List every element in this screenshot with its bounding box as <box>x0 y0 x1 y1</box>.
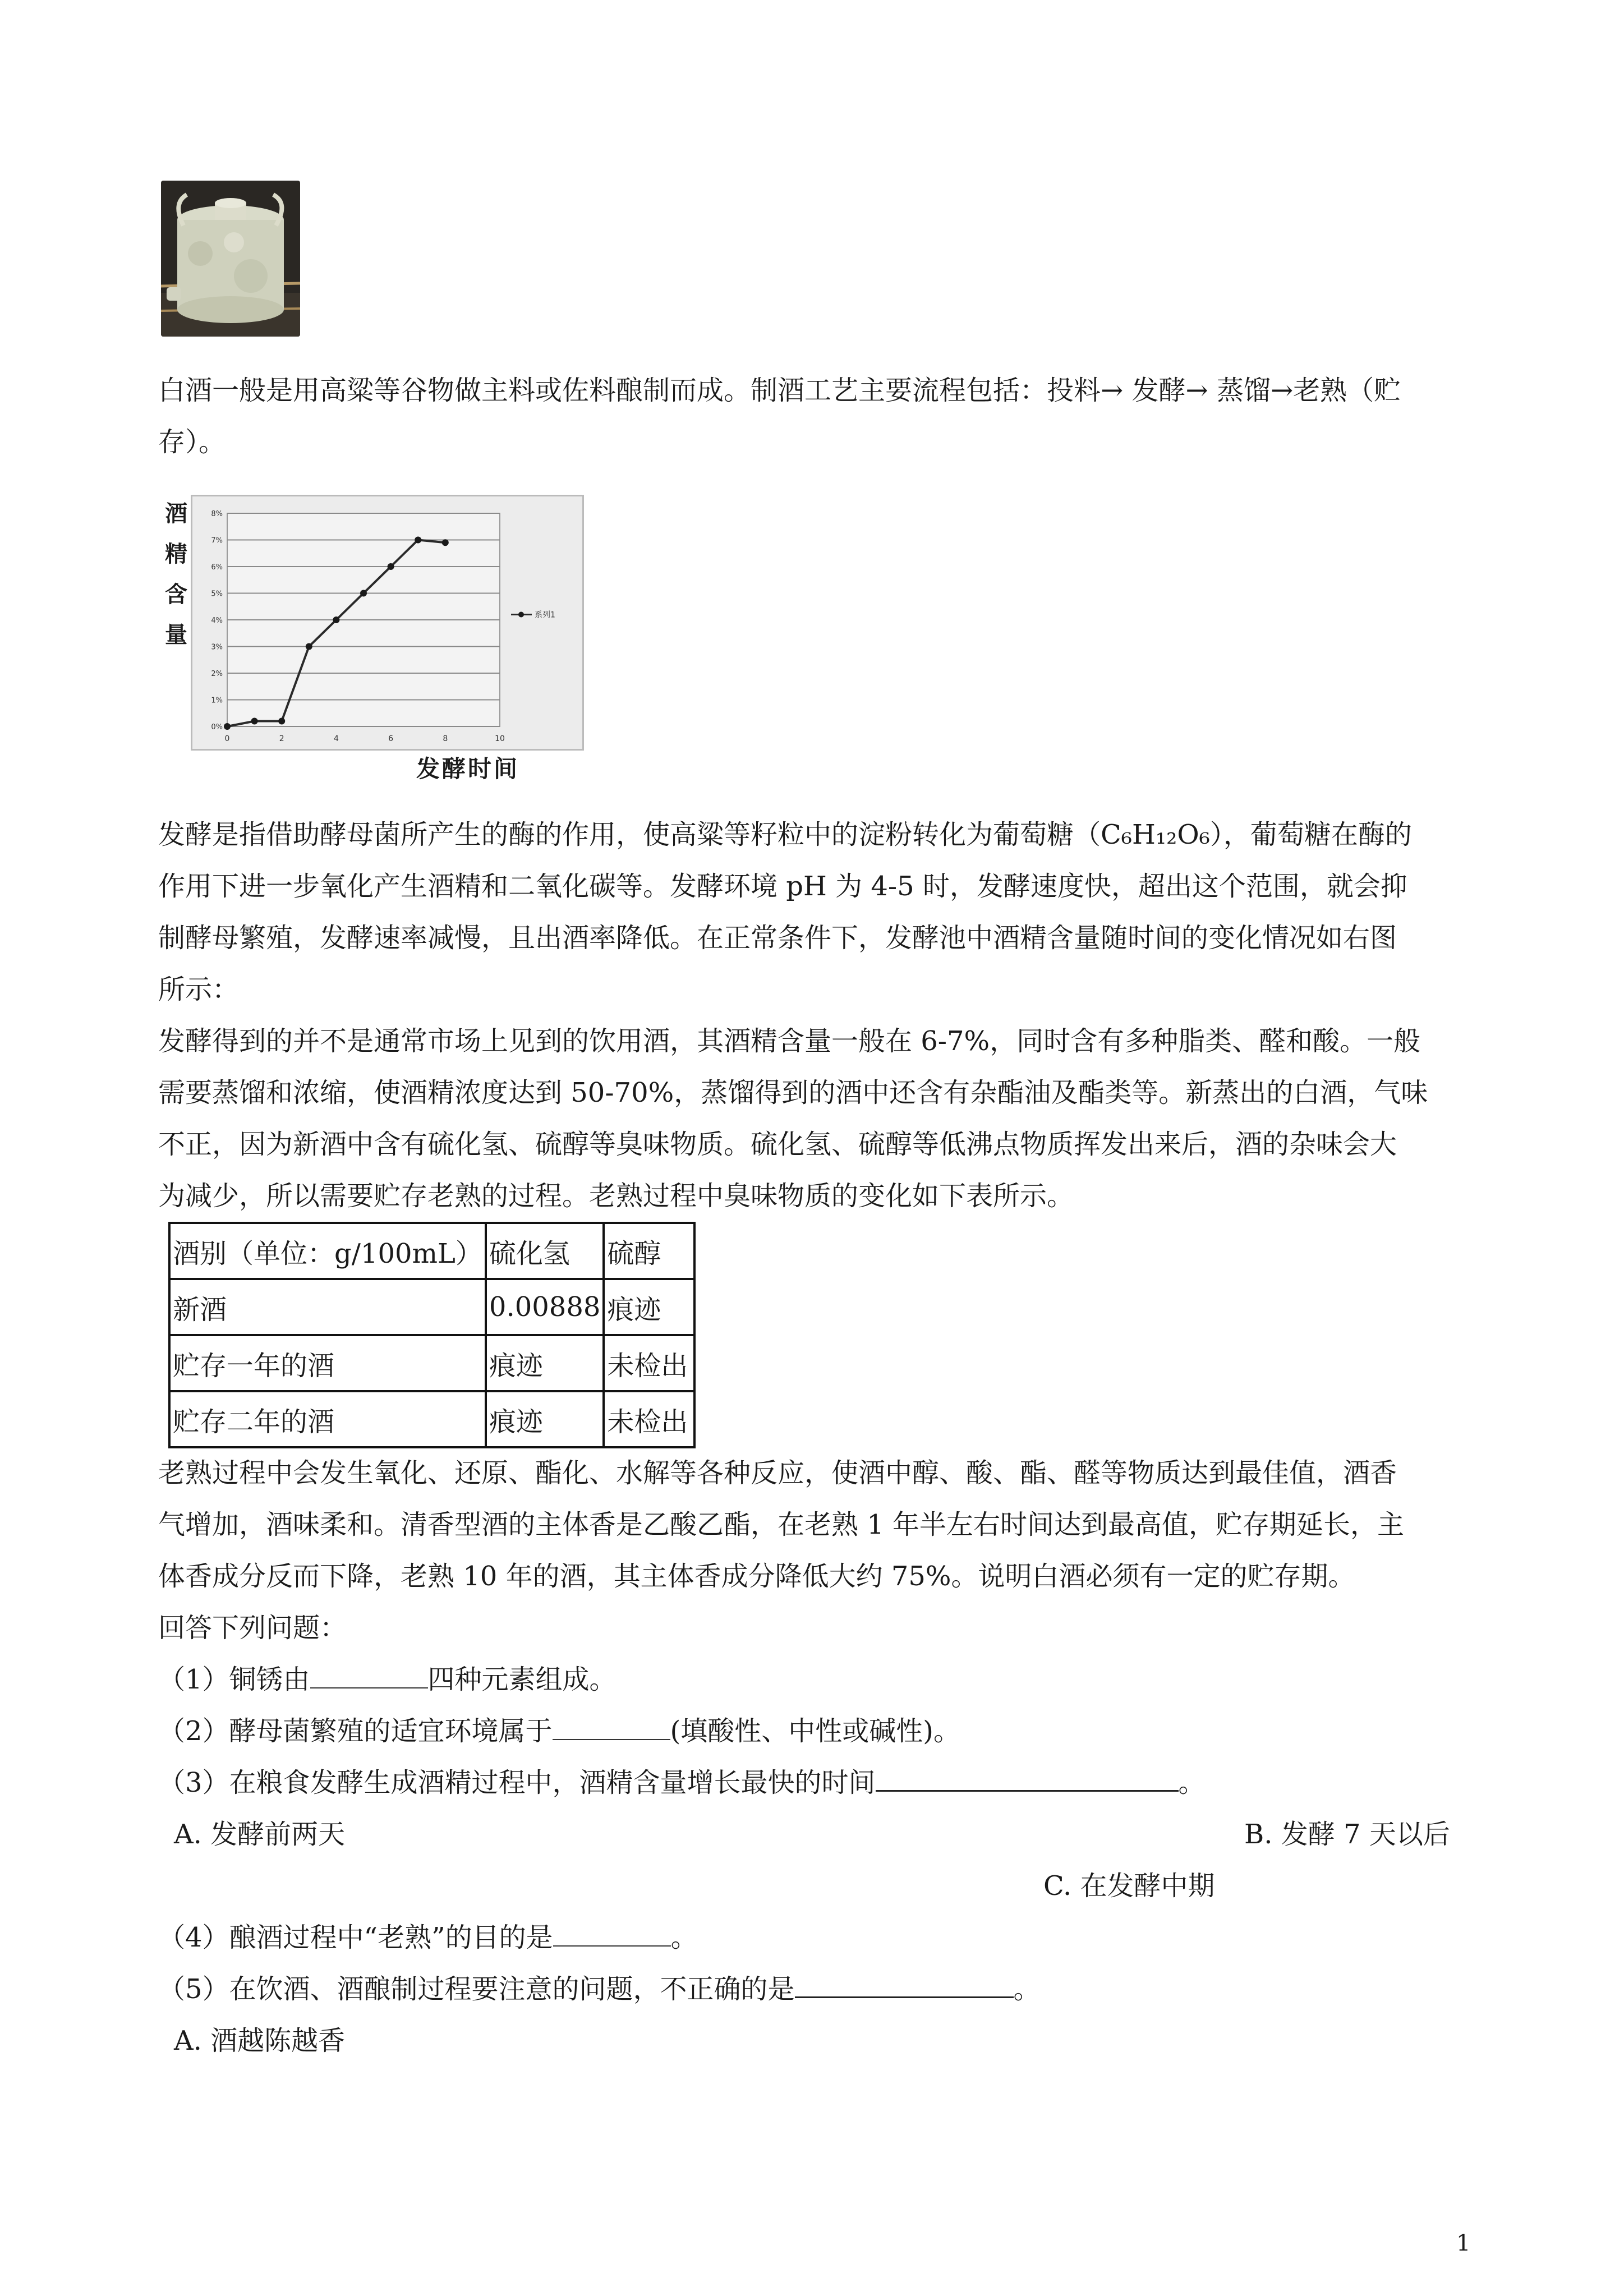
x-tick-label: 4 <box>333 734 339 743</box>
paragraph-line: 作用下进一步氧化产生酒精和二氧化碳等。发酵环境 pH 为 4-5 时，发酵速度快，超出这个范围，就会抑 <box>158 871 1407 902</box>
paragraph-line: 老熟过程中会发生氧化、还原、酯化、水解等各种反应，使酒中醇、酸、酯、醛等物质达到最佳值，酒香 <box>158 1457 1397 1489</box>
table-cell: 痕迹 <box>486 1335 604 1391</box>
data-point <box>306 643 312 650</box>
y-tick-label: 3% <box>211 643 223 652</box>
answer-blank-1[interactable] <box>310 1665 428 1688</box>
y-tick-label: 0% <box>211 723 223 731</box>
q3-option-a[interactable]: A. 发酵前两天 <box>174 1819 346 1850</box>
question-1: （1）铜锈由 四种元素组成。 <box>158 1664 617 1695</box>
question-4: （4）酿酒过程中“老熟”的目的是 。 <box>158 1922 698 1953</box>
table-row <box>169 1335 694 1391</box>
table-header-cell: 硫化氢 <box>486 1223 604 1279</box>
y-tick-label: 6% <box>211 563 223 572</box>
chart-xlabel: 发酵时间 <box>416 755 520 783</box>
question-2: （2）酵母菌繁殖的适宜环境属于 (填酸性、中性或碱性)。 <box>158 1715 961 1747</box>
table-cell: 未检出 <box>604 1391 694 1447</box>
question-3: （3）在粮食发酵生成酒精过程中，酒精含量增长最快的时间 。 <box>158 1767 1206 1798</box>
odor-substance-table <box>168 1222 696 1448</box>
table-row <box>169 1391 694 1447</box>
x-tick-label: 2 <box>279 734 284 743</box>
chart-ylabel-text: 酒 精 含 量 <box>165 500 187 648</box>
data-point <box>251 718 258 725</box>
paragraph-line: 发酵是指借助酵母菌所产生的酶的作用，使高粱等籽粒中的淀粉转化为葡萄糖（C₆H₁₂O₆），葡萄糖在酶的 <box>158 819 1412 850</box>
data-point <box>224 723 231 730</box>
y-tick-label: 1% <box>211 696 223 705</box>
paragraph-line: 所示： <box>158 974 240 1005</box>
questions-intro: 回答下列问题： <box>158 1612 347 1644</box>
table-cell: 贮存二年的酒 <box>169 1391 486 1447</box>
data-point <box>388 563 394 570</box>
legend-marker <box>518 612 524 618</box>
chart-svg <box>192 496 582 749</box>
y-tick-label: 7% <box>211 536 223 545</box>
chart-ylabel <box>159 494 193 655</box>
data-point <box>360 590 367 597</box>
paragraph-line: 制酵母繁殖，发酵速率减慢，且出酒率降低。在正常条件下，发酵池中酒精含量随时间的变化情况如右图 <box>158 922 1397 954</box>
q3-option-b[interactable]: B. 发酵 7 天以后 <box>1244 1819 1450 1850</box>
table-cell: 未检出 <box>604 1335 694 1391</box>
paragraph-line: 需要蒸馏和浓缩，使酒精浓度达到 50-70%，蒸馏得到的酒中还含有杂酯油及酯类等。新蒸出的白酒，气味 <box>158 1077 1428 1108</box>
intro-line-1: 白酒一般是用高粱等谷物做主料或佐料酿制而成。制酒工艺主要流程包括：投料→ 发酵→ 蒸馏→老熟（贮 <box>158 375 1401 406</box>
alcohol-content-chart <box>191 495 584 751</box>
paragraph-line: 不正，因为新酒中含有硫化氢、硫醇等臭味物质。硫化氢、硫醇等低沸点物质挥发出来后，酒的杂味会大 <box>158 1129 1397 1160</box>
x-tick-label: 10 <box>495 734 505 743</box>
y-tick-label: 8% <box>211 510 223 518</box>
wine-jar-photo <box>161 181 300 337</box>
legend-label: 系列1 <box>535 610 555 620</box>
table-cell: 痕迹 <box>486 1391 604 1447</box>
data-point <box>333 616 339 623</box>
answer-blank-5[interactable] <box>795 1974 1014 1998</box>
table-cell: 0.00888 <box>486 1279 604 1335</box>
table-header-cell: 酒别（单位：g/100mL） <box>169 1223 486 1279</box>
table-cell: 新酒 <box>169 1279 486 1335</box>
y-tick-label: 2% <box>211 670 223 678</box>
intro-line-2: 存）。 <box>158 426 226 458</box>
answer-blank-2[interactable] <box>553 1717 670 1740</box>
paragraph-line: 发酵得到的并不是通常市场上见到的饮用酒，其酒精含量一般在 6-7%，同时含有多种脂类、醛和酸。一般 <box>158 1025 1421 1057</box>
data-point <box>415 537 421 544</box>
page-number: 1 <box>1456 2230 1471 2256</box>
question-5: （5）在饮酒、酒酿制过程要注意的问题，不正确的是 。 <box>158 1973 1041 2005</box>
table-cell: 痕迹 <box>604 1279 694 1335</box>
answer-blank-4[interactable] <box>553 1923 671 1947</box>
x-tick-label: 6 <box>388 734 394 743</box>
q5-option-a[interactable]: A. 酒越陈越香 <box>174 2025 346 2056</box>
paragraph-line: 体香成分反而下降，老熟 10 年的酒，其主体香成分降低大约 75%。说明白酒必须有一定的贮存期。 <box>158 1561 1355 1592</box>
paragraph-line: 气增加，酒味柔和。清香型酒的主体香是乙酸乙酯，在老熟 1 年半左右时间达到最高值，贮存期延长，主 <box>158 1509 1405 1540</box>
y-tick-label: 5% <box>211 590 223 599</box>
table-cell: 贮存一年的酒 <box>169 1335 486 1391</box>
x-tick-label: 8 <box>443 734 448 743</box>
y-tick-label: 4% <box>211 616 223 625</box>
table-row <box>169 1279 694 1335</box>
answer-blank-3[interactable] <box>876 1768 1179 1792</box>
paragraph-line: 为减少，所以需要贮存老熟的过程。老熟过程中臭味物质的变化如下表所示。 <box>158 1180 1074 1212</box>
q3-option-c[interactable]: C. 在发酵中期 <box>1043 1870 1215 1902</box>
table-header-row <box>169 1223 694 1279</box>
table-header-cell: 硫醇 <box>604 1223 694 1279</box>
data-point <box>278 718 285 725</box>
x-tick-label: 0 <box>224 734 230 743</box>
data-point <box>442 539 449 546</box>
